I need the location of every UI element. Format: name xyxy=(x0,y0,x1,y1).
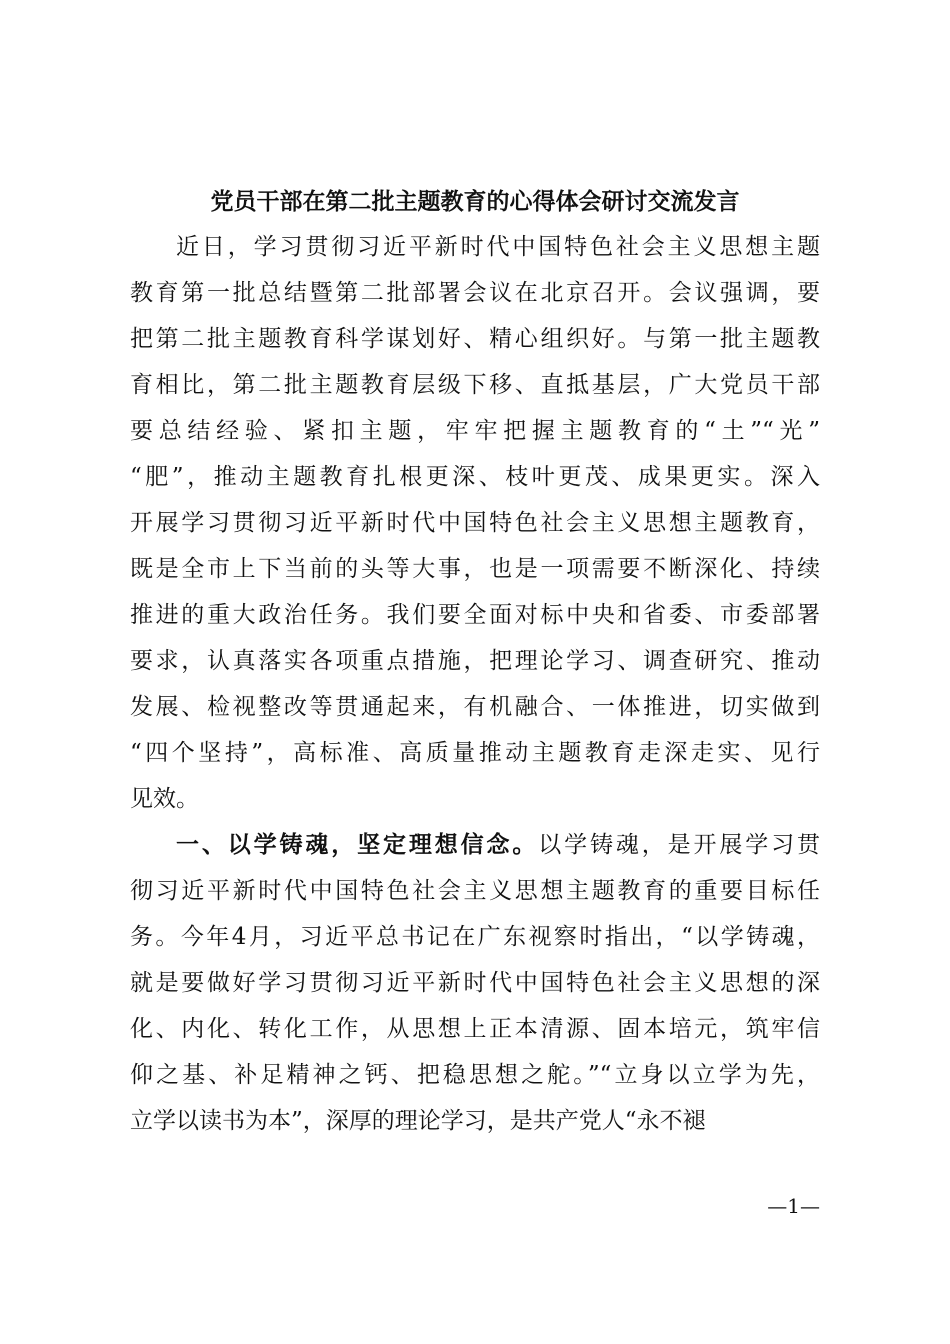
paragraph-1-line-7: 开展学习贯彻习近平新时代中国特色社会主义思想主题教育， xyxy=(130,510,820,536)
paragraph-2-line-4: 就是要做好学习贯彻习近平新时代中国特色社会主义思想的深 xyxy=(130,970,820,996)
paragraph-1-line-1: 近日，学习贯彻习近平新时代中国特色社会主义思想主题 xyxy=(176,234,820,260)
paragraph-1-line-12: “四个坚持”，高标准、高质量推动主题教育走深走实、见行 xyxy=(130,740,820,766)
paragraph-2-line-1-text: 以学铸魂，是开展学习贯 xyxy=(538,832,820,858)
paragraph-1-line-13: 见效。 xyxy=(130,786,199,812)
paragraph-1-line-10: 要求，认真落实各项重点措施，把理论学习、调查研究、推动 xyxy=(130,648,820,674)
paragraph-1-line-2: 教育第一批总结暨第二批部署会议在北京召开。会议强调，要 xyxy=(130,280,820,306)
paragraph-2-line-1 xyxy=(176,822,820,868)
paragraph-2-line-6: 仰之基、补足精神之钙、把稳思想之舵。”“立身以立学为先， xyxy=(130,1062,820,1088)
paragraph-1-line-4: 育相比，第二批主题教育层级下移、直抵基层，广大党员干部 xyxy=(130,372,820,398)
paragraph-1-line-11: 发展、检视整改等贯通起来，有机融合、一体推进，切实做到 xyxy=(130,694,820,720)
paragraph-2-line-7: 立学以读书为本”，深厚的理论学习，是共产党人“永不褪 xyxy=(130,1108,706,1134)
paragraph-1-line-3: 把第二批主题教育科学谋划好、精心组织好。与第一批主题教 xyxy=(130,326,820,352)
paragraph-1-line-6: “肥”，推动主题教育扎根更深、枝叶更茂、成果更实。深入 xyxy=(130,464,820,490)
paragraph-2-line-2: 彻习近平新时代中国特色社会主义思想主题教育的重要目标任 xyxy=(130,878,820,904)
paragraph-1-line-5: 要总结经验、紧扣主题，牢牢把握主题教育的“土”“光” xyxy=(130,418,820,444)
document-title: 党员干部在第二批主题教育的心得体会研讨交流发言 xyxy=(210,188,740,215)
paragraph-2-line-5: 化、内化、转化工作，从思想上正本清源、固本培元，筑牢信 xyxy=(130,1016,820,1042)
page-number: —1— xyxy=(767,1194,820,1218)
paragraph-2-line-3: 务。今年4月，习近平总书记在广东视察时指出，“以学铸魂， xyxy=(130,924,820,950)
paragraph-1-line-8: 既是全市上下当前的头等大事，也是一项需要不断深化、持续 xyxy=(130,556,820,582)
section-heading: 一、以学铸魂，坚定理想信念。 xyxy=(176,831,539,858)
paragraph-1-line-9: 推进的重大政治任务。我们要全面对标中央和省委、市委部署 xyxy=(130,602,820,628)
